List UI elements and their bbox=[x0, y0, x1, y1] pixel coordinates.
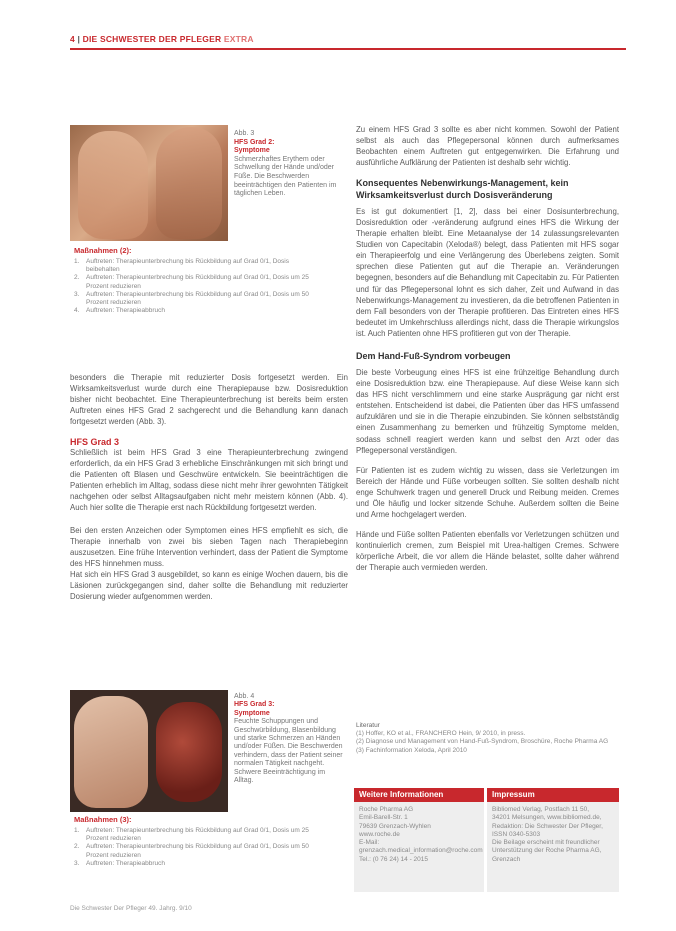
foot-left-image bbox=[78, 131, 148, 239]
info-line: 34201 Melsungen, www.bibliomed.de, bbox=[492, 814, 602, 822]
figure2-title: HFS Grad 3: bbox=[234, 701, 275, 709]
paragraph: besonders die Therapie mit reduzierter Dosis fortgesetzt werden. Ein Wirksamkeitsverlust wurde durch eine Therapiepause bzw. Dosisreduktion bisher nicht beobachtet. Eine Therapieunterbrechung ist bereits beim ersten Auftreten eines HFS Grad 2 sachgerecht und die Behandlung kann danach fortgesetzt werden (Abb. 3). bbox=[70, 373, 348, 427]
figure1-caption bbox=[234, 130, 349, 199]
right-column bbox=[356, 124, 619, 573]
paragraph: Für Patienten ist es zudem wichtig zu wissen, dass sie Verletzungen im Bereich der Hände und Füße vorbeugen sollten. Sie sollten deshalb nicht enge Schuhwerk tragen und generell Druck und Reibung meiden. Cremes und Öle häufig und locker sitzende Schuhe. Außerdem sollten die Beine und Arme hochgelagert werden. bbox=[356, 465, 619, 519]
info-impressum-body bbox=[487, 802, 619, 892]
list-item: 2. Auftreten: Therapieunterbrechung bis Rückbildung auf Grad 0/1, Dosis um 25 Prozent reduzieren bbox=[74, 274, 309, 290]
foot-right-image bbox=[156, 127, 222, 239]
info-impressum bbox=[487, 788, 619, 892]
info-line: E-Mail: grenzach.medical_information@roche.com bbox=[359, 839, 483, 855]
foot-image bbox=[74, 696, 148, 808]
list-item: 1. Auftreten: Therapieunterbrechung bis Rückbildung auf Grad 0/1, Dosis um 25 Prozent reduzieren bbox=[74, 827, 309, 843]
info-line: Redaktion: Die Schwester Der Pfleger, bbox=[492, 822, 603, 830]
literature-item: (2) Diagnose und Management von Hand-Fuß-Syndrom, Broschüre, Roche Pharma AG bbox=[356, 738, 609, 746]
paragraph: Die beste Vorbeugung eines HFS ist eine frühzeitige Behandlung durch eine Dosisreduktion bzw. eine Therapiepause. Auf diese Weise kann sich das HFS nicht verschlimmern und eine starke Ausprägung gar nicht erst entstehen. Entscheidend ist dabei, die Patienten über das HFS umfassend aufzuklären und sie in die Therapie einzubinden. Sie können selbstständig einen Zusammenhang zu bemerken und frühzeitig Symptome melden, sodass schnell reagiert werden kann und selbst den Arzt oder das Pflegepersonal verständigen. bbox=[356, 368, 619, 455]
left-column bbox=[70, 372, 348, 602]
figure2-heading: Symptome bbox=[234, 709, 270, 717]
literature-item: (1) Hoffer, KO et al., FRANCHERO Hein, 9/ 2010, in press. bbox=[356, 730, 526, 738]
info-further-body bbox=[354, 802, 484, 892]
section-heading-prevention: Dem Hand-Fuß-Syndrom vorbeugen bbox=[356, 350, 511, 361]
figure1-heading: Symptome bbox=[234, 147, 270, 155]
figure2-caption bbox=[234, 693, 346, 785]
figure1-text: Schmerzhaftes Erythem oder Schwellung der Hände und/oder Füße. Die Beschwerden beeinträchtigen den Patienten im täglichen Leben. bbox=[234, 155, 337, 198]
page-footer: Die Schwester Der Pfleger 49. Jahrg. 9/10 bbox=[70, 905, 192, 912]
paragraph: Zu einem HFS Grad 3 sollte es aber nicht kommen. Sowohl der Patient selbst als auch das Pflegepersonal können durch aufmerksames Beobachten einem Auftreten gut entgegenwirken. Die Erfahrung und ausführliche Aufklärung der Patienten ist deshalb sehr wichtig. bbox=[356, 125, 619, 168]
figure1-title: HFS Grad 2: bbox=[234, 138, 275, 146]
info-line: Emil-Barell-Str. 1 bbox=[359, 814, 408, 822]
page-header bbox=[70, 34, 626, 46]
figure-hfs-grade3-photo bbox=[70, 690, 228, 812]
measures-box-grade2 bbox=[74, 246, 314, 315]
list-item: 3. Auftreten: Therapieunterbrechung bis Rückbildung auf Grad 0/1, Dosis um 50 Prozent reduzieren bbox=[74, 290, 309, 307]
measures-title: Maßnahmen (2): bbox=[74, 246, 132, 255]
list-item: 3. Auftreten: Therapieabbruch bbox=[74, 859, 166, 867]
measures-list bbox=[74, 827, 314, 868]
measures-title: Maßnahmen (3): bbox=[74, 815, 132, 824]
measures-box-grade3 bbox=[74, 815, 314, 868]
list-item: 1. Auftreten: Therapieunterbrechung bis Rückbildung auf Grad 0/1, Dosis beibehalten bbox=[74, 258, 289, 274]
paragraph: Hat sich ein HFS Grad 3 ausgebildet, so kann es einige Wochen dauern, bis die Läsionen zurückgegangen sind, daher sollte die Behandlung mit reduzierter Dosierung wieder aufgenommen werden. bbox=[70, 569, 348, 601]
info-line: Tel.: (0 76 24) 14 - 2015 bbox=[359, 855, 429, 863]
page-number: 4 bbox=[70, 34, 75, 44]
info-line: Die Beilage erscheint mit freundlicher Unterstützung der Roche Pharma AG, Grenzach bbox=[492, 839, 602, 863]
paragraph: Bei den ersten Anzeichen oder Symptomen eines HFS empfiehlt es sich, die Therapie innerhalb von zwei bis sieben Tagen nach Therapiebeginn auszusetzen. Eine frühe Intervention verhindert, dass der Patient die Symptome des HFS hinnehmen muss. bbox=[70, 525, 348, 568]
info-impressum-title: Impressum bbox=[487, 788, 619, 802]
section-heading-grade3: HFS Grad 3 bbox=[70, 437, 120, 448]
info-line: Bibliomed Verlag, Postfach 11 50, bbox=[492, 806, 590, 813]
literature-title: Literatur bbox=[356, 722, 380, 729]
literature-item: (3) Fachinformation Xeloda, April 2010 bbox=[356, 746, 467, 754]
info-further-title: Weitere Informationen bbox=[354, 788, 484, 802]
section-heading-management: Konsequentes Nebenwirkungs-Management, kein Wirksamkeitsverlust durch Dosisveränderung bbox=[356, 178, 569, 200]
list-item: 2. Auftreten: Therapieunterbrechung bis Rückbildung auf Grad 0/1, Dosis um 50 Prozent reduzieren bbox=[74, 843, 309, 859]
figure2-label: Abb. 4 bbox=[234, 693, 255, 700]
magazine-title: DIE SCHWESTER DER PFLEGER bbox=[82, 34, 222, 44]
header-rule bbox=[70, 48, 626, 50]
paragraph: Hände und Füße sollten Patienten ebenfalls vor Verletzungen schützen und kontinuierlich cremen, zum Beispiel mit Urea-haltigen Cremes. Schwere körperliche Arbeit, die vor allem die Hände belastet, sollte daher während der Therapie auch vermieden werden. bbox=[356, 529, 619, 572]
figure1-label: Abb. 3 bbox=[234, 130, 255, 137]
hand-image bbox=[156, 702, 222, 802]
figure2-text: Feuchte Schuppungen und Geschwürbildung, Blasenbildung und starke Schmerzen an Händen und/oder Füßen. Die Beschwerden verhindern, dass der Patient seiner normalen Tätigkeit nachgeht. Schwere Beeinträchtigung im Alltag. bbox=[234, 718, 343, 785]
header-separator: | bbox=[77, 34, 83, 44]
info-line: www.roche.de bbox=[359, 830, 400, 838]
info-line: 79639 Grenzach-Wyhlen bbox=[359, 822, 431, 830]
paragraph: Schließlich ist beim HFS Grad 3 eine Therapieunterbrechung zwingend erforderlich, da ein HFS Grad 3 erhebliche Einschränkungen mit sich bringt und die Patienten oft Blasen und Geschwüre entwickeln. Sie beeinträchtigen die Patienten erheblich im Alltag, sodass diese nicht mehr ihrer gewohnten Tätigkeit nachgehen oder selbst Alltagsaufgaben nicht mehr meistern können (Abb. 4). Auch hier sollte die Therapie erst nach Rückbildung fortgesetzt werden. bbox=[70, 448, 348, 513]
info-further bbox=[354, 788, 484, 892]
measures-list bbox=[74, 258, 314, 315]
info-line: ISSN 0340-5303 bbox=[492, 830, 541, 838]
magazine-extra: EXTRA bbox=[223, 34, 254, 44]
literature-block bbox=[356, 722, 619, 755]
figure-hfs-grade2-photo bbox=[70, 125, 228, 241]
info-line: Roche Pharma AG bbox=[359, 806, 414, 813]
paragraph: Es ist gut dokumentiert [1, 2], dass bei einer Dosisunterbrechung, Dosisreduktion oder -veränderung aufgrund eines HFS die Wirkung der Therapie erhalten bleibt. Eine Metaanalyse der 14 zulassungsrelevanten Studien von Capecitabin (Xeloda®) belegt, dass Patienten mit HFS sogar ein Therapieerfolg und eine Verlängerung des Überlebens zeigten. Somit sprechen diese Patienten gut auf die Therapie an. Veränderungen begegnen, besonders auf die Behandlung mit Capecitabin zu. Für Patienten und für das Pflegepersonal lohnt es sich daher, Zeit und Aufwand in das Nebenwirkungs-Management zu investieren, da die betroffenen Patienten in dem Fall besonders von der Therapie profitieren. Das Eintreten eines HFS bedeutet im Umkehrschluss allerdings nicht, dass die Therapie wirkungslos ist. Auch Patienten ohne HFS profitieren gut von der Therapie. bbox=[356, 207, 619, 338]
list-item: 4. Auftreten: Therapieabbruch bbox=[74, 307, 166, 315]
